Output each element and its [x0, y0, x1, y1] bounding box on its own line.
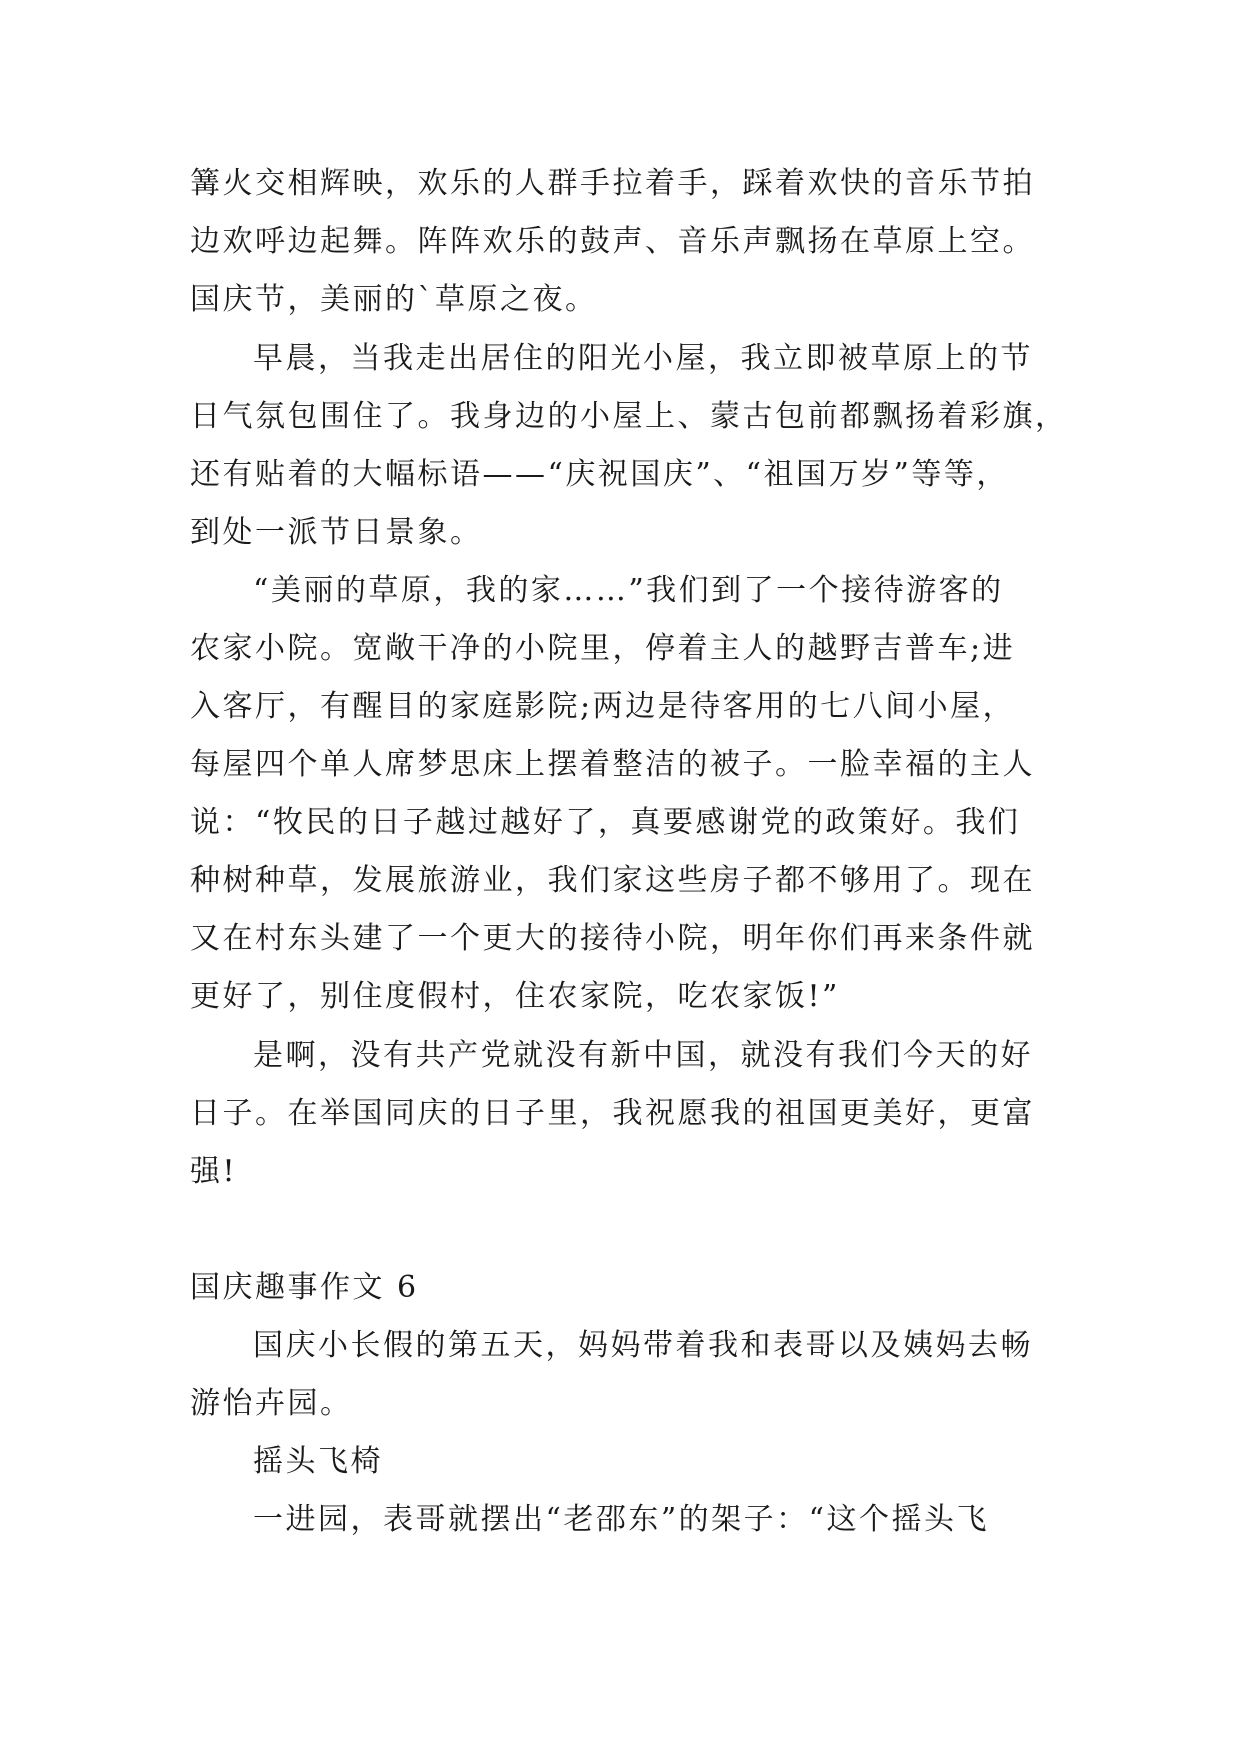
paragraph-first-line: 国庆小长假的第五天，妈妈带着我和表哥以及姨妈去畅 — [253, 1328, 1033, 1363]
text-line: 日子。在举国同庆的日子里，我祝愿我的祖国更美好，更富 — [190, 1096, 1035, 1131]
text-line: 篝火交相辉映，欢乐的人群手拉着手，踩着欢快的音乐节拍 — [190, 166, 1035, 201]
section-heading: 国庆趣事作文 6 — [190, 1270, 419, 1305]
text-line: 又在村东头建了一个更大的接待小院，明年你们再来条件就 — [190, 921, 1035, 956]
text-line: 种树种草，发展旅游业，我们家这些房子都不够用了。现在 — [190, 863, 1035, 898]
text-line: 强! — [190, 1154, 238, 1189]
text-line: 更好了，别住度假村，住农家院，吃农家饭!” — [190, 979, 840, 1014]
text-line: 到处一派节日景象。 — [190, 515, 483, 550]
text-line: 说：“牧民的日子越过越好了，真要感谢党的政策好。我们 — [190, 805, 1021, 840]
paragraph-first-line: 一进园，表哥就摆出“老邵东”的架子：“这个摇头飞 — [253, 1502, 990, 1537]
subheading: 摇头飞椅 — [253, 1444, 383, 1479]
text-line: 入客厅，有醒目的家庭影院;两边是待客用的七八间小屋， — [190, 689, 1016, 724]
text-line: 游怡卉园。 — [190, 1386, 353, 1421]
text-line: 每屋四个单人席梦思床上摆着整洁的被子。一脸幸福的主人 — [190, 747, 1035, 782]
text-line: 日气氛包围住了。我身边的小屋上、蒙古包前都飘扬着彩旗， — [190, 399, 1068, 434]
paragraph-first-line: “美丽的草原，我的家……”我们到了一个接待游客的 — [253, 573, 1004, 608]
text-line: 还有贴着的大幅标语——“庆祝国庆”、“祖国万岁”等等， — [190, 457, 1009, 492]
text-line: 国庆节，美丽的`草原之夜。 — [190, 282, 598, 317]
text-line: 农家小院。宽敞干净的小院里，停着主人的越野吉普车;进 — [190, 631, 1016, 666]
paragraph-first-line: 早晨，当我走出居住的阳光小屋，我立即被草原上的节 — [253, 341, 1033, 376]
paragraph-first-line: 是啊，没有共产党就没有新中国，就没有我们今天的好 — [253, 1038, 1033, 1073]
text-line: 边欢呼边起舞。阵阵欢乐的鼓声、音乐声飘扬在草原上空。 — [190, 224, 1035, 259]
